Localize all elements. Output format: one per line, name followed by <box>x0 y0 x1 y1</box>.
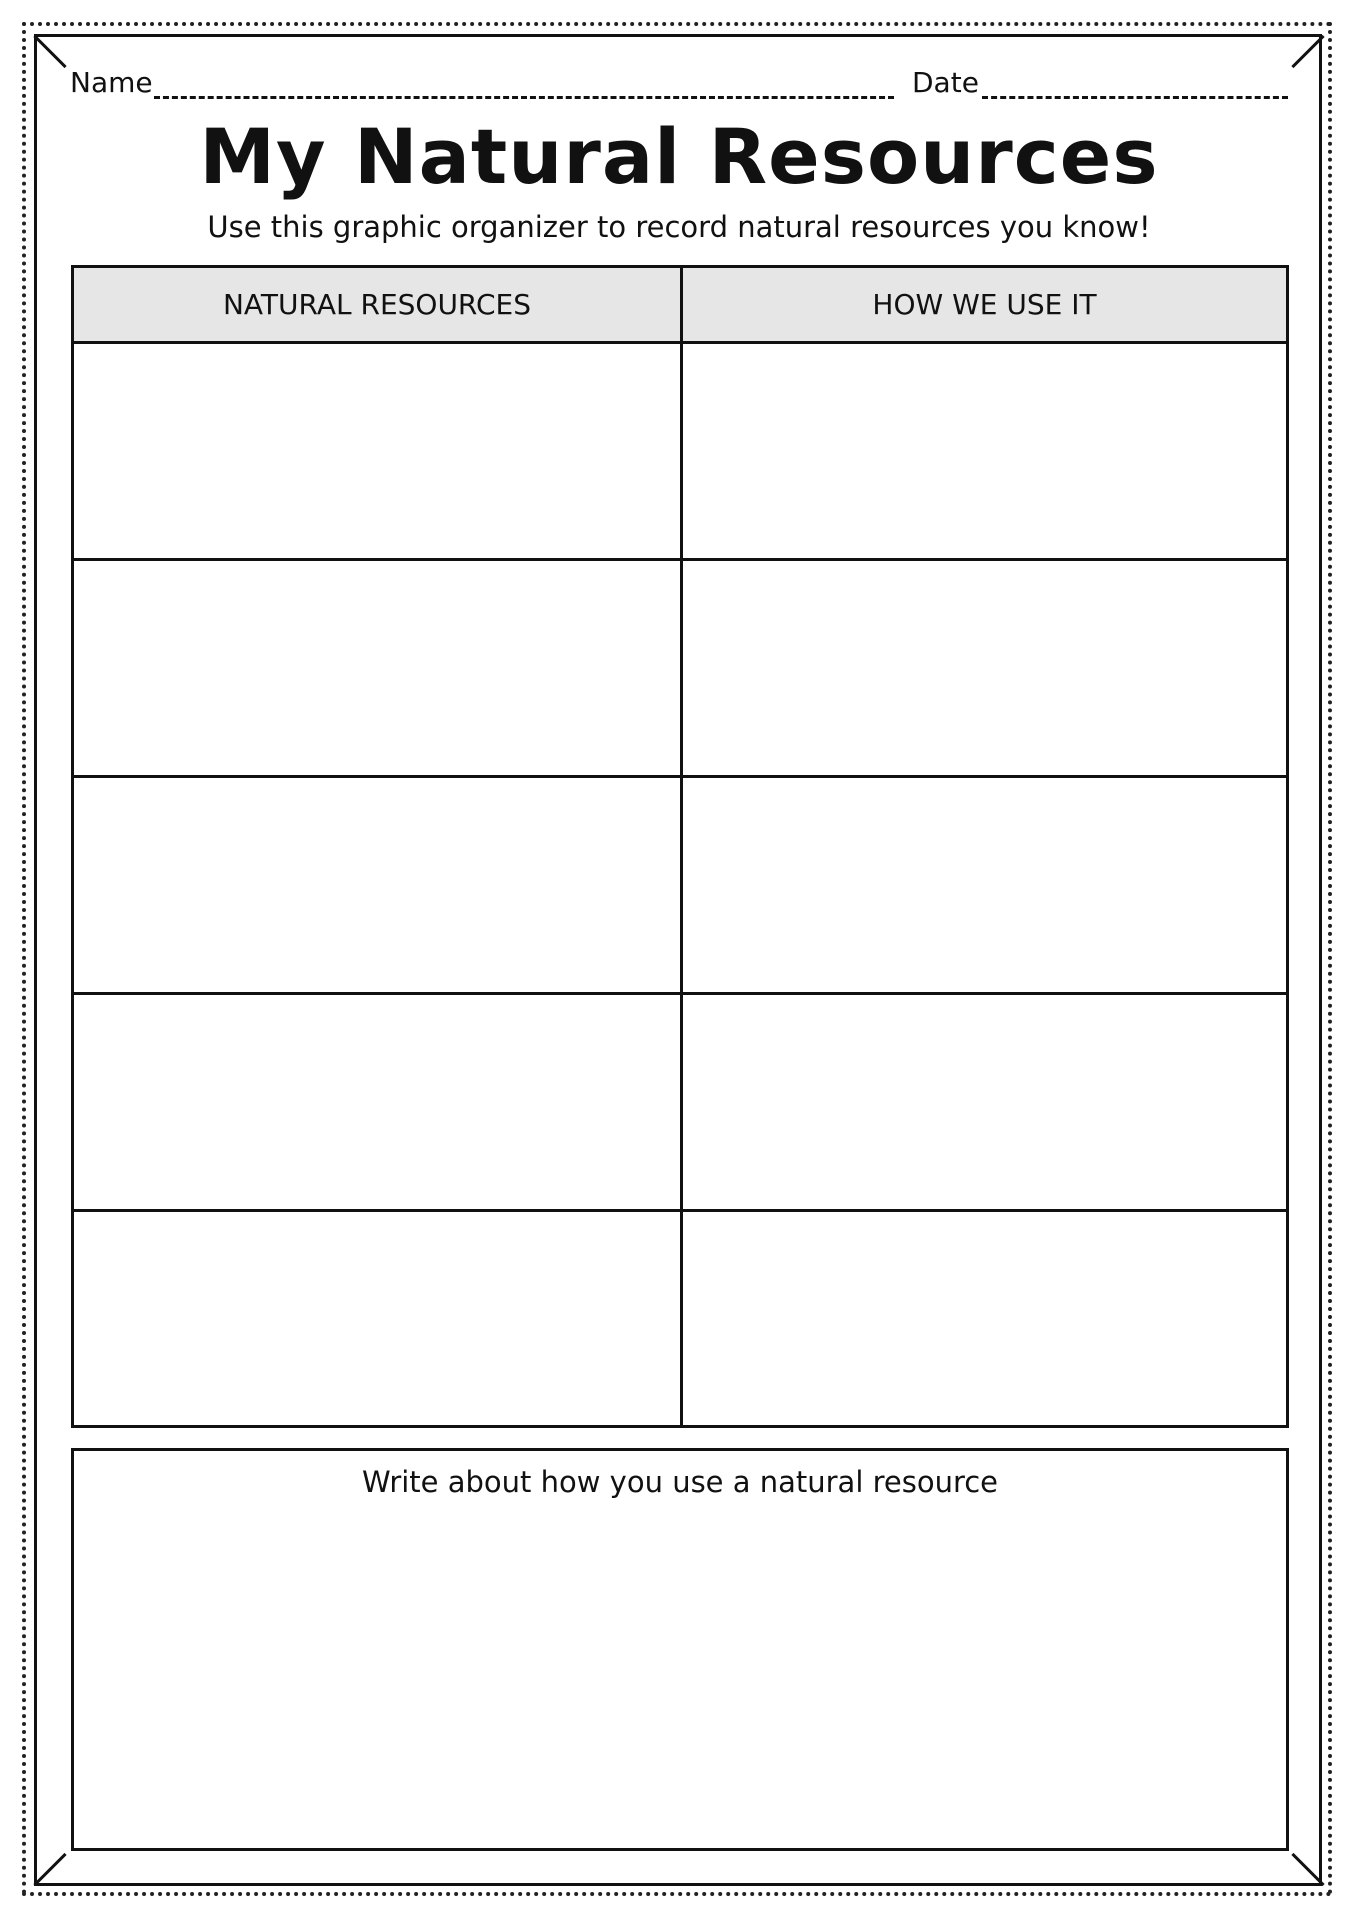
table-cell[interactable] <box>74 995 680 1209</box>
name-field[interactable] <box>154 96 894 99</box>
table-cell[interactable] <box>683 995 1286 1209</box>
table-cell[interactable] <box>74 344 680 558</box>
date-label: Date <box>912 66 979 99</box>
page-title: My Natural Resources <box>199 112 1159 201</box>
name-label: Name <box>70 66 153 99</box>
table-cell[interactable] <box>683 778 1286 992</box>
table-cell[interactable] <box>683 344 1286 558</box>
graphic-organizer-table <box>71 265 1289 1428</box>
page-subtitle: Use this graphic organizer to record natural resources you know! <box>207 210 1151 244</box>
column-header-how-we-use-it: HOW WE USE IT <box>872 288 1097 321</box>
column-divider <box>680 268 683 1425</box>
writing-box[interactable] <box>71 1448 1289 1851</box>
date-field[interactable] <box>982 96 1288 99</box>
table-cell[interactable] <box>74 778 680 992</box>
writing-prompt: Write about how you use a natural resource <box>361 1465 999 1499</box>
table-cell[interactable] <box>683 561 1286 775</box>
table-cell[interactable] <box>74 561 680 775</box>
name-date-row <box>70 66 1290 106</box>
table-cell[interactable] <box>74 1212 680 1426</box>
table-cell[interactable] <box>683 1212 1286 1426</box>
column-header-natural-resources: NATURAL RESOURCES <box>222 288 532 321</box>
